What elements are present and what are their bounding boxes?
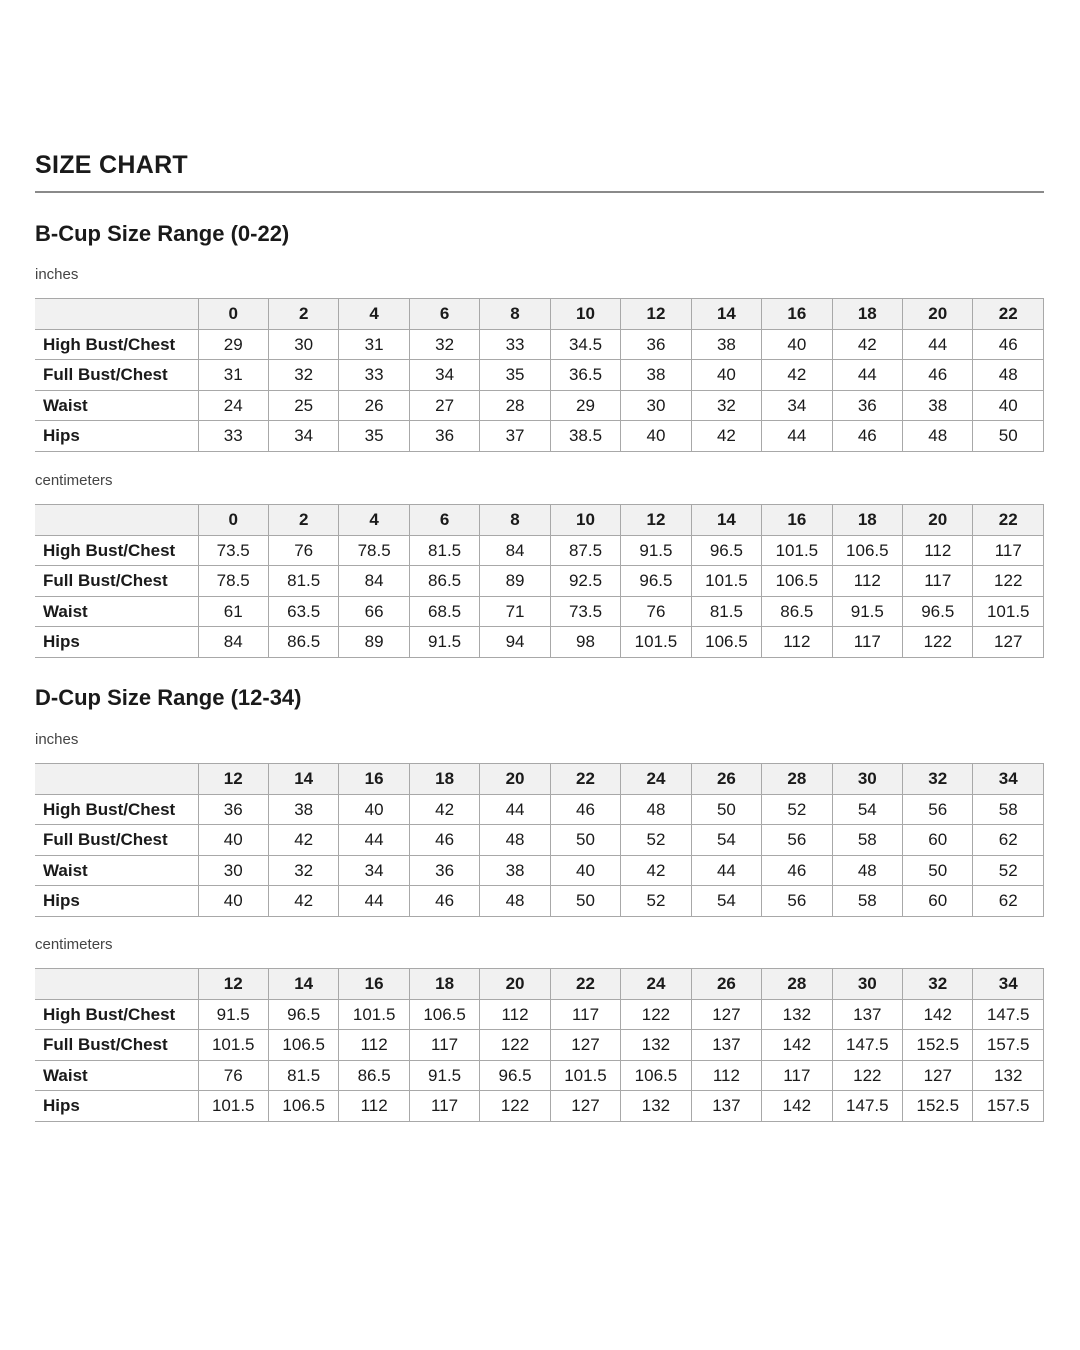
measurement-value: 112 (832, 566, 902, 597)
measurement-value: 117 (903, 566, 973, 597)
measurement-value: 147.5 (973, 999, 1044, 1030)
size-header: 4 (339, 505, 409, 536)
unit-label-inches: inches (35, 266, 79, 283)
table-row (35, 794, 1044, 825)
header-row (35, 299, 1044, 330)
measurement-value: 127 (691, 999, 761, 1030)
measurement-value: 30 (198, 855, 268, 886)
measurement-value: 38 (480, 855, 550, 886)
size-header: 32 (903, 764, 973, 795)
measurement-value: 137 (691, 1030, 761, 1061)
measurement-value: 157.5 (973, 1030, 1044, 1061)
measurement-value: 42 (762, 360, 832, 391)
measurement-value: 86.5 (409, 566, 479, 597)
measurement-value: 58 (832, 825, 902, 856)
measurement-value: 34.5 (550, 329, 620, 360)
measurement-value: 73.5 (550, 596, 620, 627)
measurement-value: 34 (339, 855, 409, 886)
measurement-value: 34 (762, 390, 832, 421)
size-header: 28 (762, 969, 832, 1000)
table-row (35, 360, 1044, 391)
measurement-value: 36 (621, 329, 691, 360)
size-header: 20 (480, 764, 550, 795)
size-header: 24 (621, 764, 691, 795)
measurement-value: 76 (198, 1060, 268, 1091)
measurement-value: 36 (409, 421, 479, 452)
header-row (35, 764, 1044, 795)
measurement-value: 101.5 (762, 535, 832, 566)
measurement-value: 52 (621, 825, 691, 856)
measurement-value: 48 (621, 794, 691, 825)
measurement-value: 29 (198, 329, 268, 360)
size-header: 16 (339, 764, 409, 795)
table-row (35, 1030, 1044, 1061)
table-row (35, 421, 1044, 452)
measurement-value: 86.5 (762, 596, 832, 627)
measurement-label: Full Bust/Chest (35, 566, 198, 597)
measurement-value: 98 (550, 627, 620, 658)
measurement-value: 44 (903, 329, 973, 360)
measurement-value: 117 (550, 999, 620, 1030)
size-header: 20 (903, 505, 973, 536)
measurement-value: 42 (409, 794, 479, 825)
size-header: 12 (621, 505, 691, 536)
size-header: 4 (339, 299, 409, 330)
measurement-value: 122 (480, 1091, 550, 1122)
measurement-value: 96.5 (691, 535, 761, 566)
measurement-value: 122 (973, 566, 1044, 597)
measurement-value: 81.5 (268, 566, 338, 597)
measurement-value: 50 (550, 825, 620, 856)
measurement-value: 132 (973, 1060, 1044, 1091)
measurement-value: 38 (621, 360, 691, 391)
measurement-value: 46 (903, 360, 973, 391)
size-header: 22 (973, 505, 1044, 536)
measurement-value: 147.5 (832, 1091, 902, 1122)
size-header: 22 (550, 764, 620, 795)
measurement-value: 86.5 (339, 1060, 409, 1091)
measurement-value: 101.5 (550, 1060, 620, 1091)
measurement-value: 101.5 (198, 1091, 268, 1122)
measurement-value: 106.5 (409, 999, 479, 1030)
measurement-value: 137 (832, 999, 902, 1030)
measurement-label: Full Bust/Chest (35, 360, 198, 391)
measurement-label: Waist (35, 855, 198, 886)
measurement-value: 71 (480, 596, 550, 627)
measurement-value: 33 (339, 360, 409, 391)
size-header: 34 (973, 764, 1044, 795)
measurement-value: 112 (762, 627, 832, 658)
header-row (35, 969, 1044, 1000)
measurement-value: 52 (621, 886, 691, 917)
size-header: 26 (691, 969, 761, 1000)
measurement-value: 117 (973, 535, 1044, 566)
table-row (35, 855, 1044, 886)
corner-cell (35, 969, 198, 1000)
measurement-value: 61 (198, 596, 268, 627)
measurement-value: 58 (973, 794, 1044, 825)
measurement-value: 48 (903, 421, 973, 452)
measurement-value: 29 (550, 390, 620, 421)
measurement-value: 96.5 (480, 1060, 550, 1091)
measurement-value: 27 (409, 390, 479, 421)
measurement-value: 44 (480, 794, 550, 825)
measurement-value: 91.5 (832, 596, 902, 627)
section-heading-b-cup: B-Cup Size Range (0-22) (35, 221, 290, 246)
measurement-value: 101.5 (691, 566, 761, 597)
size-header: 20 (480, 969, 550, 1000)
size-header: 30 (832, 764, 902, 795)
measurement-value: 89 (480, 566, 550, 597)
measurement-value: 42 (621, 855, 691, 886)
unit-label-inches: inches (35, 731, 79, 748)
measurement-value: 36 (832, 390, 902, 421)
size-header: 14 (268, 764, 338, 795)
measurement-value: 24 (198, 390, 268, 421)
table-row (35, 1091, 1044, 1122)
measurement-value: 58 (832, 886, 902, 917)
measurement-value: 112 (480, 999, 550, 1030)
table-row (35, 1060, 1044, 1091)
measurement-label: High Bust/Chest (35, 794, 198, 825)
size-header: 8 (480, 299, 550, 330)
measurement-value: 142 (903, 999, 973, 1030)
measurement-value: 142 (762, 1030, 832, 1061)
measurement-value: 106.5 (268, 1030, 338, 1061)
measurement-value: 32 (691, 390, 761, 421)
measurement-value: 101.5 (621, 627, 691, 658)
measurement-value: 112 (339, 1091, 409, 1122)
measurement-value: 132 (762, 999, 832, 1030)
measurement-value: 68.5 (409, 596, 479, 627)
measurement-value: 31 (339, 329, 409, 360)
measurement-value: 106.5 (691, 627, 761, 658)
measurement-value: 91.5 (409, 627, 479, 658)
table-row (35, 596, 1044, 627)
measurement-value: 132 (621, 1091, 691, 1122)
measurement-value: 50 (691, 794, 761, 825)
table-row (35, 329, 1044, 360)
measurement-value: 92.5 (550, 566, 620, 597)
measurement-value: 32 (268, 855, 338, 886)
measurement-value: 106.5 (621, 1060, 691, 1091)
measurement-label: High Bust/Chest (35, 535, 198, 566)
measurement-value: 106.5 (832, 535, 902, 566)
measurement-value: 62 (973, 886, 1044, 917)
measurement-value: 81.5 (268, 1060, 338, 1091)
size-header: 22 (973, 299, 1044, 330)
size-header: 30 (832, 969, 902, 1000)
measurement-value: 87.5 (550, 535, 620, 566)
measurement-value: 96.5 (621, 566, 691, 597)
size-header: 2 (268, 505, 338, 536)
measurement-value: 30 (268, 329, 338, 360)
measurement-label: Waist (35, 1060, 198, 1091)
measurement-value: 26 (339, 390, 409, 421)
measurement-value: 84 (198, 627, 268, 658)
table-row (35, 535, 1044, 566)
measurement-value: 122 (621, 999, 691, 1030)
measurement-value: 76 (621, 596, 691, 627)
table-row (35, 627, 1044, 658)
size-header: 14 (691, 505, 761, 536)
measurement-value: 31 (198, 360, 268, 391)
measurement-label: Full Bust/Chest (35, 1030, 198, 1061)
measurement-value: 54 (691, 825, 761, 856)
measurement-value: 32 (409, 329, 479, 360)
size-header: 12 (621, 299, 691, 330)
measurement-value: 46 (832, 421, 902, 452)
measurement-value: 38.5 (550, 421, 620, 452)
measurement-value: 40 (198, 825, 268, 856)
measurement-value: 91.5 (621, 535, 691, 566)
corner-cell (35, 299, 198, 330)
measurement-value: 86.5 (268, 627, 338, 658)
measurement-value: 81.5 (691, 596, 761, 627)
measurement-value: 89 (339, 627, 409, 658)
measurement-value: 36 (409, 855, 479, 886)
measurement-value: 60 (903, 825, 973, 856)
measurement-value: 48 (832, 855, 902, 886)
measurement-value: 35 (480, 360, 550, 391)
measurement-value: 37 (480, 421, 550, 452)
measurement-value: 46 (973, 329, 1044, 360)
measurement-value: 42 (268, 825, 338, 856)
measurement-value: 40 (762, 329, 832, 360)
measurement-value: 81.5 (409, 535, 479, 566)
measurement-value: 137 (691, 1091, 761, 1122)
size-table (35, 968, 1044, 1122)
measurement-value: 96.5 (268, 999, 338, 1030)
measurement-value: 62 (973, 825, 1044, 856)
corner-cell (35, 764, 198, 795)
size-header: 32 (903, 969, 973, 1000)
measurement-value: 157.5 (973, 1091, 1044, 1122)
size-header: 18 (409, 969, 479, 1000)
measurement-value: 106.5 (268, 1091, 338, 1122)
measurement-value: 117 (409, 1091, 479, 1122)
size-header: 24 (621, 969, 691, 1000)
size-header: 18 (832, 299, 902, 330)
measurement-value: 40 (339, 794, 409, 825)
measurement-value: 30 (621, 390, 691, 421)
measurement-value: 40 (550, 855, 620, 886)
size-header: 6 (409, 505, 479, 536)
table-row (35, 566, 1044, 597)
measurement-label: Hips (35, 886, 198, 917)
measurement-value: 84 (480, 535, 550, 566)
measurement-value: 56 (903, 794, 973, 825)
measurement-value: 40 (691, 360, 761, 391)
header-row (35, 505, 1044, 536)
size-table (35, 504, 1044, 658)
measurement-value: 132 (621, 1030, 691, 1061)
measurement-value: 46 (762, 855, 832, 886)
size-header: 0 (198, 299, 268, 330)
measurement-value: 147.5 (832, 1030, 902, 1061)
measurement-value: 35 (339, 421, 409, 452)
measurement-value: 54 (691, 886, 761, 917)
size-header: 16 (762, 505, 832, 536)
table-row (35, 999, 1044, 1030)
measurement-value: 44 (691, 855, 761, 886)
measurement-value: 112 (691, 1060, 761, 1091)
measurement-value: 60 (903, 886, 973, 917)
measurement-value: 44 (832, 360, 902, 391)
size-header: 18 (832, 505, 902, 536)
measurement-value: 66 (339, 596, 409, 627)
measurement-value: 84 (339, 566, 409, 597)
measurement-value: 117 (762, 1060, 832, 1091)
size-header: 0 (198, 505, 268, 536)
measurement-value: 33 (480, 329, 550, 360)
measurement-value: 56 (762, 825, 832, 856)
measurement-label: High Bust/Chest (35, 329, 198, 360)
measurement-value: 91.5 (409, 1060, 479, 1091)
measurement-value: 40 (621, 421, 691, 452)
measurement-value: 44 (339, 825, 409, 856)
measurement-value: 101.5 (339, 999, 409, 1030)
measurement-value: 56 (762, 886, 832, 917)
measurement-value: 40 (198, 886, 268, 917)
size-header: 14 (691, 299, 761, 330)
measurement-value: 42 (832, 329, 902, 360)
measurement-value: 50 (550, 886, 620, 917)
size-header: 18 (409, 764, 479, 795)
size-header: 12 (198, 764, 268, 795)
table-row (35, 825, 1044, 856)
measurement-value: 122 (832, 1060, 902, 1091)
measurement-value: 127 (550, 1091, 620, 1122)
measurement-value: 63.5 (268, 596, 338, 627)
measurement-value: 42 (691, 421, 761, 452)
size-header: 8 (480, 505, 550, 536)
measurement-value: 76 (268, 535, 338, 566)
unit-label-centimeters: centimeters (35, 936, 113, 953)
section-heading-d-cup: D-Cup Size Range (12-34) (35, 685, 302, 710)
measurement-value: 48 (480, 825, 550, 856)
measurement-value: 152.5 (903, 1030, 973, 1061)
measurement-value: 52 (762, 794, 832, 825)
measurement-value: 117 (832, 627, 902, 658)
size-header: 10 (550, 299, 620, 330)
size-header: 16 (339, 969, 409, 1000)
measurement-value: 54 (832, 794, 902, 825)
measurement-value: 48 (480, 886, 550, 917)
measurement-value: 117 (409, 1030, 479, 1061)
page-title: SIZE CHART (35, 151, 188, 179)
size-header: 16 (762, 299, 832, 330)
corner-cell (35, 505, 198, 536)
measurement-value: 52 (973, 855, 1044, 886)
measurement-value: 38 (691, 329, 761, 360)
measurement-value: 48 (973, 360, 1044, 391)
measurement-value: 40 (973, 390, 1044, 421)
size-header: 2 (268, 299, 338, 330)
measurement-value: 46 (409, 825, 479, 856)
measurement-value: 32 (268, 360, 338, 391)
measurement-value: 33 (198, 421, 268, 452)
size-header: 26 (691, 764, 761, 795)
size-header: 10 (550, 505, 620, 536)
size-header: 14 (268, 969, 338, 1000)
measurement-value: 25 (268, 390, 338, 421)
measurement-label: High Bust/Chest (35, 999, 198, 1030)
measurement-label: Full Bust/Chest (35, 825, 198, 856)
title-divider (35, 191, 1044, 193)
table-row (35, 886, 1044, 917)
measurement-label: Waist (35, 390, 198, 421)
measurement-value: 127 (973, 627, 1044, 658)
measurement-value: 50 (973, 421, 1044, 452)
measurement-value: 44 (762, 421, 832, 452)
measurement-value: 122 (480, 1030, 550, 1061)
measurement-value: 112 (339, 1030, 409, 1061)
measurement-value: 112 (903, 535, 973, 566)
size-header: 12 (198, 969, 268, 1000)
measurement-label: Hips (35, 421, 198, 452)
size-header: 6 (409, 299, 479, 330)
measurement-value: 122 (903, 627, 973, 658)
measurement-value: 78.5 (198, 566, 268, 597)
measurement-value: 96.5 (903, 596, 973, 627)
measurement-value: 73.5 (198, 535, 268, 566)
measurement-value: 152.5 (903, 1091, 973, 1122)
measurement-value: 46 (409, 886, 479, 917)
measurement-value: 44 (339, 886, 409, 917)
measurement-value: 28 (480, 390, 550, 421)
table-row (35, 390, 1044, 421)
measurement-value: 50 (903, 855, 973, 886)
measurement-value: 94 (480, 627, 550, 658)
measurement-value: 46 (550, 794, 620, 825)
measurement-value: 127 (903, 1060, 973, 1091)
measurement-value: 34 (268, 421, 338, 452)
measurement-label: Hips (35, 627, 198, 658)
measurement-value: 38 (268, 794, 338, 825)
unit-label-centimeters: centimeters (35, 472, 113, 489)
size-header: 22 (550, 969, 620, 1000)
size-table (35, 763, 1044, 917)
size-header: 28 (762, 764, 832, 795)
size-header: 20 (903, 299, 973, 330)
measurement-value: 106.5 (762, 566, 832, 597)
measurement-label: Waist (35, 596, 198, 627)
size-header: 34 (973, 969, 1044, 1000)
measurement-value: 36 (198, 794, 268, 825)
measurement-value: 34 (409, 360, 479, 391)
measurement-value: 36.5 (550, 360, 620, 391)
measurement-value: 42 (268, 886, 338, 917)
measurement-value: 91.5 (198, 999, 268, 1030)
measurement-value: 38 (903, 390, 973, 421)
measurement-value: 78.5 (339, 535, 409, 566)
measurement-value: 101.5 (198, 1030, 268, 1061)
measurement-value: 142 (762, 1091, 832, 1122)
measurement-value: 127 (550, 1030, 620, 1061)
measurement-value: 101.5 (973, 596, 1044, 627)
size-table (35, 298, 1044, 452)
measurement-label: Hips (35, 1091, 198, 1122)
